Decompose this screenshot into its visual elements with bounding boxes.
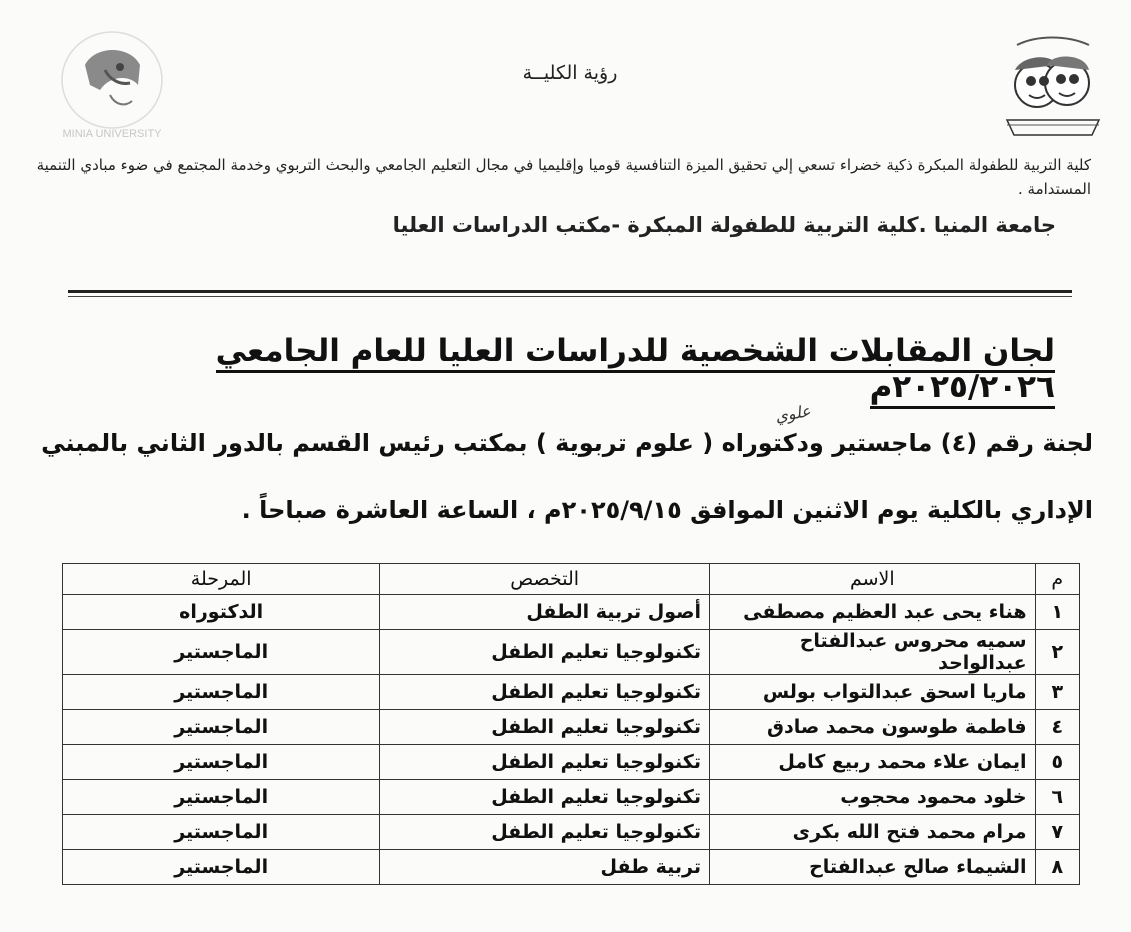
table-row xyxy=(63,710,1080,745)
row-stage: الماجستير xyxy=(63,780,380,815)
session-info: الإداري بالكلية يوم الاثنين الموافق ٢٠٢٥/٩/١٥م ، الساعة العاشرة صباحاً . xyxy=(241,496,1093,524)
row-specialization: تكنولوجيا تعليم الطفل xyxy=(380,815,710,850)
row-name: فاطمة طوسون محمد صادق xyxy=(710,710,1036,745)
row-stage: الدكتوراه xyxy=(63,595,380,630)
committee-info: لجنة رقم (٤) ماجستير ودكتوراه ( علوم تربوية ) بمكتب رئيس القسم بالدور الثاني بالمبني xyxy=(41,429,1093,457)
row-specialization: تكنولوجيا تعليم الطفل xyxy=(380,780,710,815)
table-row xyxy=(63,850,1080,885)
vision-statement: كلية التربية للطفولة المبكرة ذكية خضراء تسعي إلي تحقيق الميزة التنافسية قوميا وإقليميا في مجال التعليم الجامعي والبحث التربوي وخدمة المجتمع في ضوء مبادي التنمية المستدامة . xyxy=(36,156,1091,198)
header-specialization: التخصص xyxy=(380,564,710,595)
table-header-row xyxy=(63,564,1080,595)
table-row xyxy=(63,745,1080,780)
table-row xyxy=(63,780,1080,815)
institution-header: جامعة المنيا .كلية التربية للطفولة المبكرة -مكتب الدراسات العليا xyxy=(392,213,1056,237)
table-row xyxy=(63,675,1080,710)
header-divider-thin xyxy=(68,296,1072,297)
row-stage: الماجستير xyxy=(63,710,380,745)
row-name: ماريا اسحق عبدالتواب بولس xyxy=(710,675,1036,710)
row-specialization: تكنولوجيا تعليم الطفل xyxy=(380,630,710,675)
row-stage: الماجستير xyxy=(63,630,380,675)
row-name: سميه محروس عبدالفتاح عبدالواحد xyxy=(710,630,1036,675)
row-specialization: تكنولوجيا تعليم الطفل xyxy=(380,675,710,710)
candidates-table xyxy=(62,563,1080,885)
row-num: ٢ xyxy=(1035,630,1079,675)
svg-text:MINIA UNIVERSITY: MINIA UNIVERSITY xyxy=(62,128,162,140)
row-name: خلود محمود محجوب xyxy=(710,780,1036,815)
row-specialization: تكنولوجيا تعليم الطفل xyxy=(380,745,710,780)
page-title xyxy=(80,333,1055,405)
header-name: الاسم xyxy=(710,564,1036,595)
header-num: م xyxy=(1035,564,1079,595)
row-specialization: تكنولوجيا تعليم الطفل xyxy=(380,710,710,745)
row-name: الشيماء صالح عبدالفتاح xyxy=(710,850,1036,885)
header-stage: المرحلة xyxy=(63,564,380,595)
row-name: مرام محمد فتح الله بكرى xyxy=(710,815,1036,850)
row-stage: الماجستير xyxy=(63,850,380,885)
row-name: هناء يحى عبد العظيم مصطفى xyxy=(710,595,1036,630)
row-stage: الماجستير xyxy=(63,815,380,850)
row-num: ٦ xyxy=(1035,780,1079,815)
row-stage: الماجستير xyxy=(63,745,380,780)
header-divider xyxy=(68,290,1072,293)
row-num: ١ xyxy=(1035,595,1079,630)
table-row xyxy=(63,815,1080,850)
row-stage: الماجستير xyxy=(63,675,380,710)
row-num: ٧ xyxy=(1035,815,1079,850)
row-specialization: أصول تربية الطفل xyxy=(380,595,710,630)
row-name: ايمان علاء محمد ربيع كامل xyxy=(710,745,1036,780)
handwritten-note: علوي xyxy=(773,401,813,426)
row-specialization: تربية طفل xyxy=(380,850,710,885)
row-num: ٣ xyxy=(1035,675,1079,710)
page-title-text: لجان المقابلات الشخصية للدراسات العليا للعام الجامعي ٢٠٢٥/٢٠٢٦م xyxy=(216,333,1055,409)
row-num: ٤ xyxy=(1035,710,1079,745)
faculty-logo xyxy=(997,25,1109,143)
minia-university-logo xyxy=(50,25,185,145)
table-row xyxy=(63,630,1080,675)
row-num: ٥ xyxy=(1035,745,1079,780)
row-num: ٨ xyxy=(1035,850,1079,885)
vision-title: رؤية الكليــة xyxy=(522,62,618,84)
table-row xyxy=(63,595,1080,630)
